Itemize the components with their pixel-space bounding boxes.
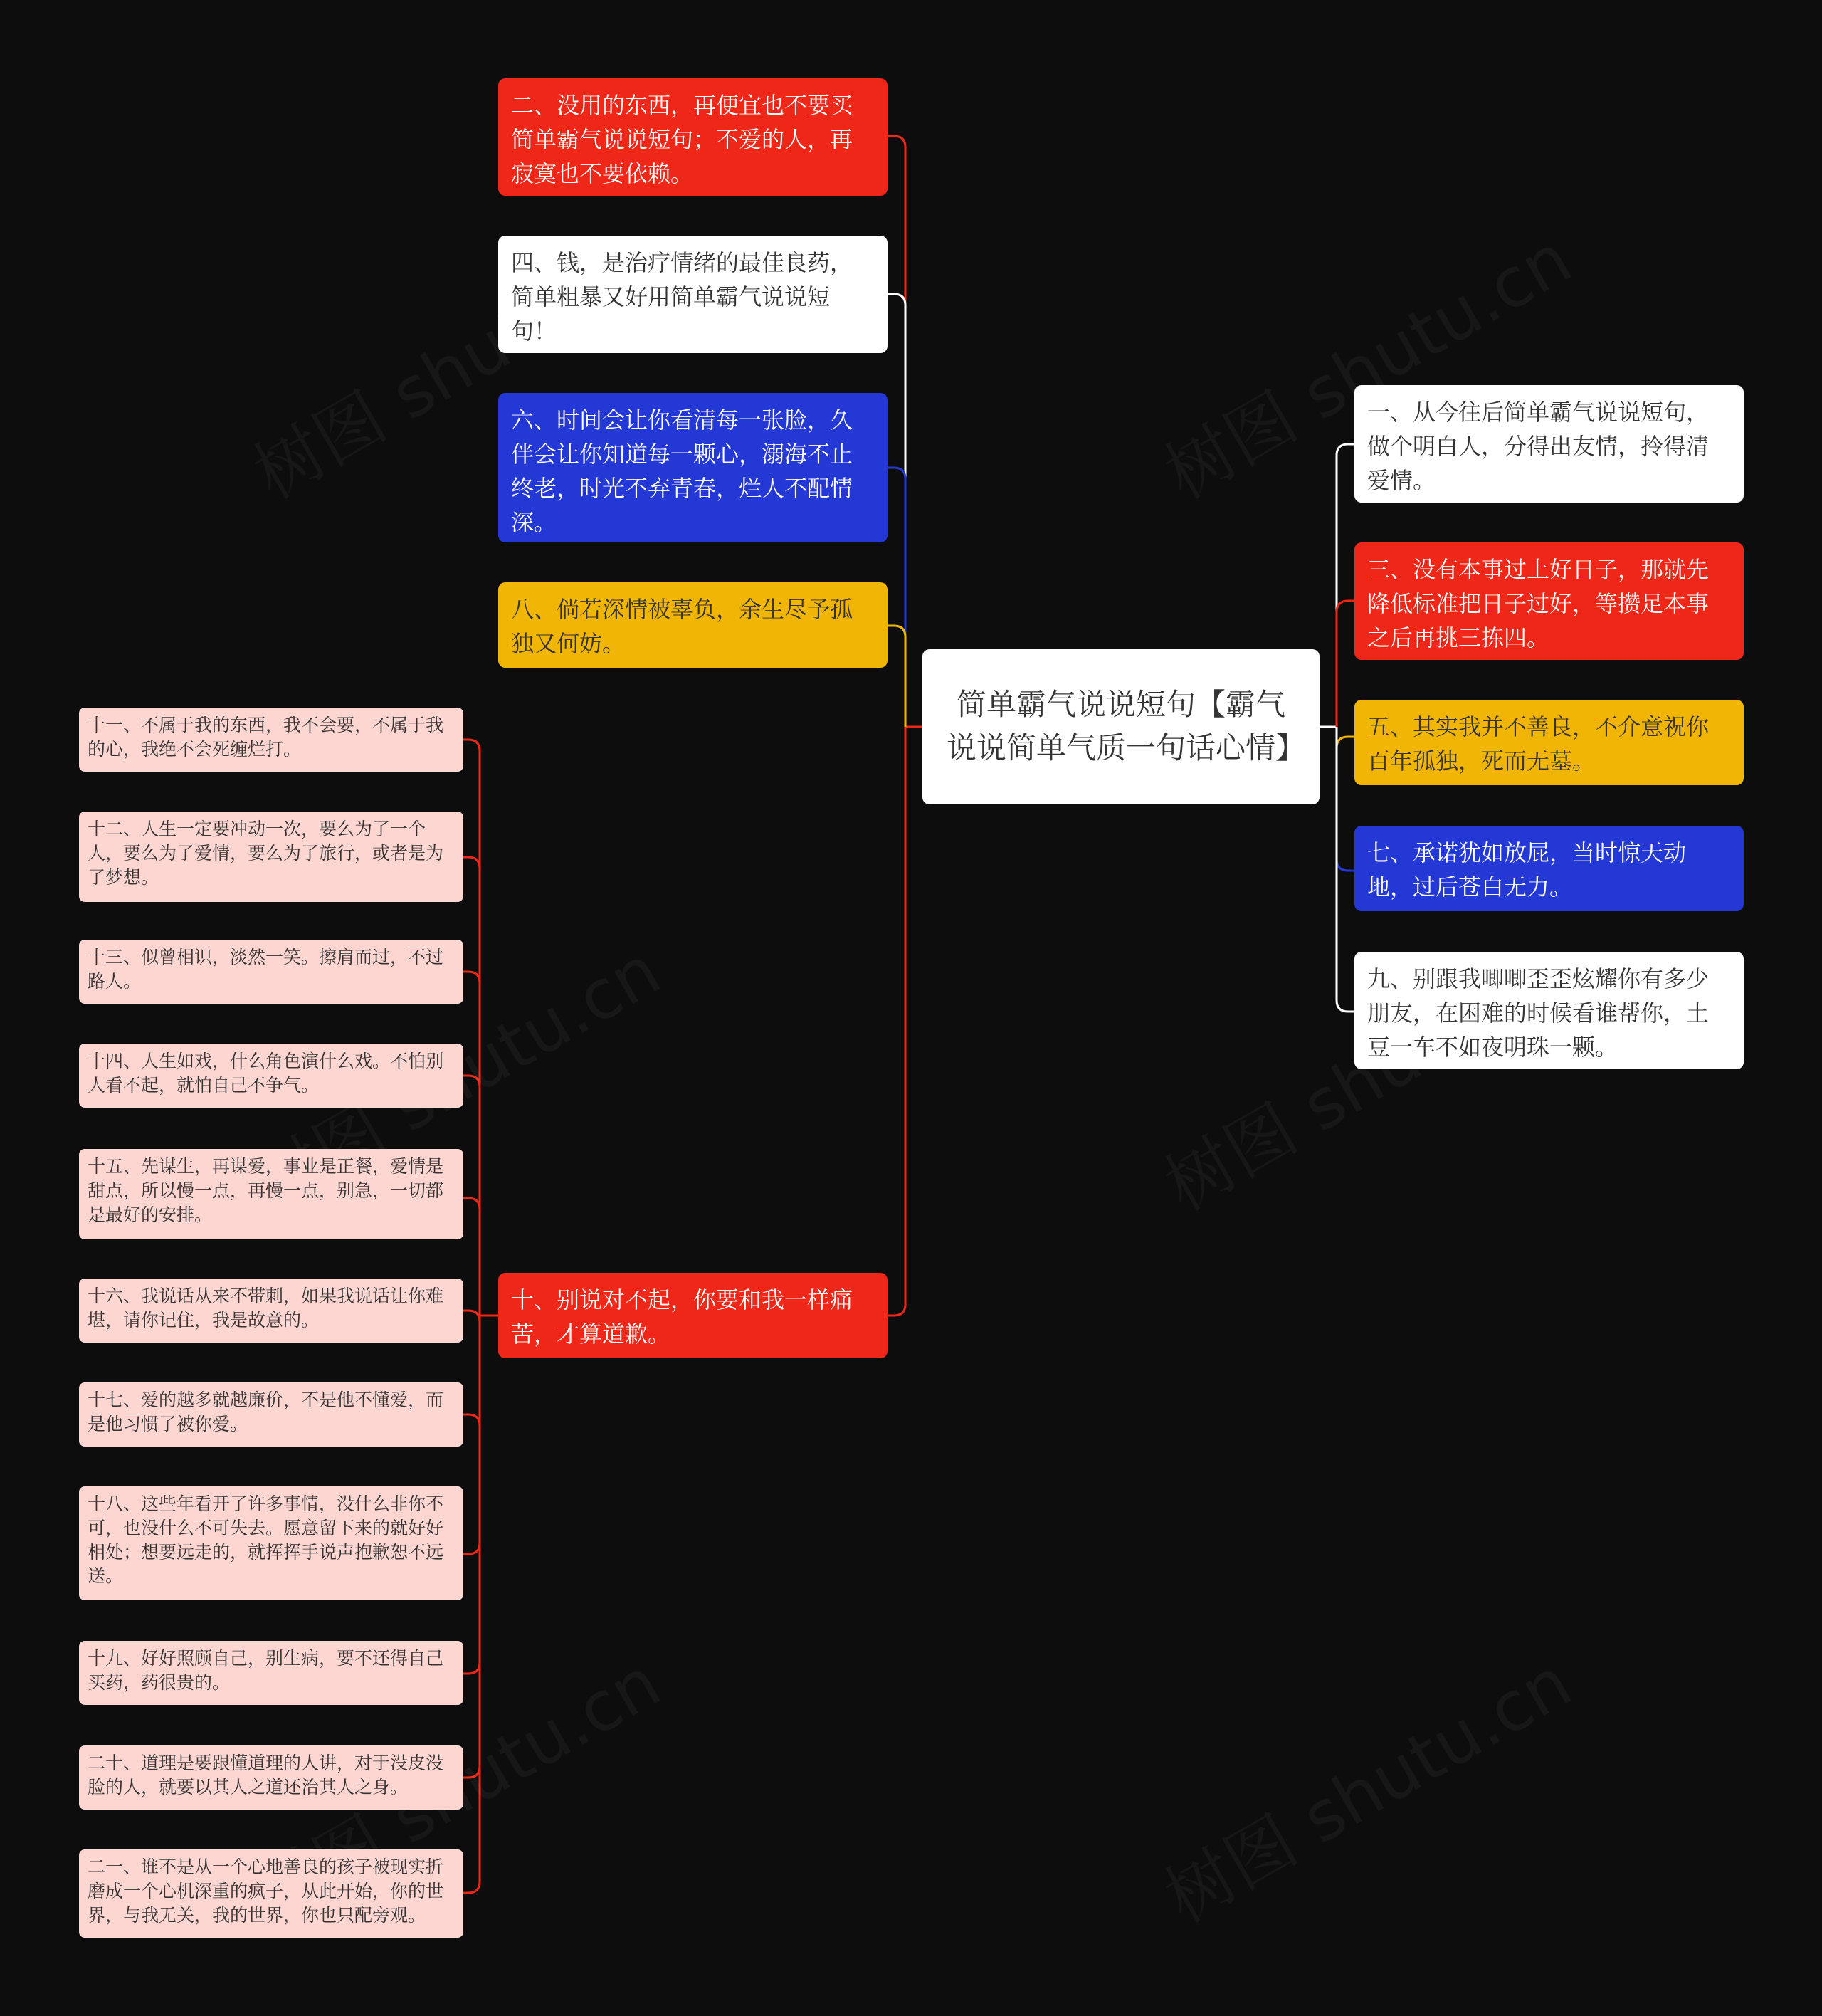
- branch-node-1[interactable]: [1354, 385, 1744, 503]
- root-topic-node[interactable]: [922, 649, 1320, 804]
- branch-node-text: 九、别跟我唧唧歪歪炫耀你有多少朋友，在困难的时候看谁帮你，土豆一车不如夜明珠一颗。: [1367, 965, 1710, 1061]
- root-topic-label: 简单霸气说说短句【霸气说说简单气质一句话心情】: [947, 687, 1306, 765]
- sub-node-21[interactable]: [79, 1849, 463, 1938]
- sub-node-text: 十八、这些年看开了许多事情，没什么非你不可，也没什么不可失去。愿意留下来的就好好相处；想要远走的，就挥挥手说声抱歉恕不远送。: [88, 1493, 444, 1587]
- sub-node-19[interactable]: [79, 1641, 463, 1705]
- sub-node-12[interactable]: [79, 812, 463, 902]
- sub-node-text: 二一、谁不是从一个心地善良的孩子被现实折磨成一个心机深重的疯子，从此开始，你的世界，与我无关，我的世界，你也只配旁观。: [88, 1857, 444, 1926]
- branch-node-text: 四、钱，是治疗情绪的最佳良药，简单粗暴又好用简单霸气说说短句！: [511, 249, 853, 345]
- sub-node-text: 十二、人生一定要冲动一次，要么为了一个人，要么为了爱情，要么为了旅行，或者是为了梦想。: [88, 819, 444, 888]
- branch-node-text: 八、倘若深情被辜负，余生尽予孤独又何妨。: [511, 596, 853, 657]
- branch-node-text: 二、没用的东西，再便宜也不要买简单霸气说说短句；不爱的人，再寂寞也不要依赖。: [511, 92, 853, 187]
- branch-node-5[interactable]: [1354, 700, 1744, 785]
- sub-node-text: 十四、人生如戏，什么角色演什么戏。不怕别人看不起，就怕自己不争气。: [88, 1051, 444, 1096]
- branch-node-2[interactable]: [498, 78, 888, 196]
- branch-node-4[interactable]: [498, 236, 888, 353]
- sub-node-11[interactable]: [79, 708, 463, 772]
- sub-node-18[interactable]: [79, 1486, 463, 1600]
- branch-node-text: 六、时间会让你看清每一张脸，久伴会让你知道每一颗心，溺海不止终老，时光不弃青春，烂人不配情深。: [511, 406, 853, 536]
- sub-node-text: 十九、好好照顾自己，别生病，要不还得自己买药，药很贵的。: [88, 1648, 444, 1693]
- sub-node-15[interactable]: [79, 1149, 463, 1239]
- sub-node-text: 十三、似曾相识，淡然一笑。擦肩而过，不过路人。: [88, 947, 444, 992]
- branch-node-7[interactable]: [1354, 826, 1744, 911]
- sub-node-text: 十六、我说话从来不带刺，如果我说话让你难堪，请你记住，我是故意的。: [88, 1286, 444, 1330]
- sub-node-text: 十七、爱的越多就越廉价，不是他不懂爱，而是他习惯了被你爱。: [88, 1390, 444, 1434]
- branch-node-8[interactable]: [498, 582, 888, 668]
- branch-node-text: 三、没有本事过上好日子，那就先降低标准把日子过好，等攒足本事之后再挑三拣四。: [1367, 556, 1710, 651]
- branch-node-text: 一、从今往后简单霸气说说短句，做个明白人，分得出友情，拎得清爱情。: [1367, 399, 1710, 494]
- sub-node-14[interactable]: [79, 1044, 463, 1108]
- sub-node-20[interactable]: [79, 1745, 463, 1810]
- sub-node-13[interactable]: [79, 940, 463, 1004]
- sub-node-text: 十五、先谋生，再谋爱，事业是正餐，爱情是甜点，所以慢一点，再慢一点，别急，一切都是最好的安排。: [88, 1156, 444, 1225]
- sub-node-text: 十一、不属于我的东西，我不会要，不属于我的心，我绝不会死缠烂打。: [88, 715, 444, 760]
- sub-node-16[interactable]: [79, 1279, 463, 1343]
- branch-node-3[interactable]: [1354, 542, 1744, 660]
- branch-node-text: 十、别说对不起，你要和我一样痛苦，才算道歉。: [511, 1286, 853, 1348]
- branch-node-text: 七、承诺犹如放屁，当时惊天动地，过后苍白无力。: [1367, 839, 1687, 901]
- sub-node-text: 二十、道理是要跟懂道理的人讲，对于没皮没脸的人，就要以其人之道还治其人之身。: [88, 1753, 444, 1797]
- branch-node-text: 五、其实我并不善良，不介意祝你百年孤独，死而无墓。: [1367, 713, 1710, 775]
- branch-node-10[interactable]: [498, 1273, 888, 1358]
- branch-node-6[interactable]: [498, 393, 888, 542]
- sub-node-17[interactable]: [79, 1382, 463, 1447]
- branch-node-9[interactable]: [1354, 952, 1744, 1069]
